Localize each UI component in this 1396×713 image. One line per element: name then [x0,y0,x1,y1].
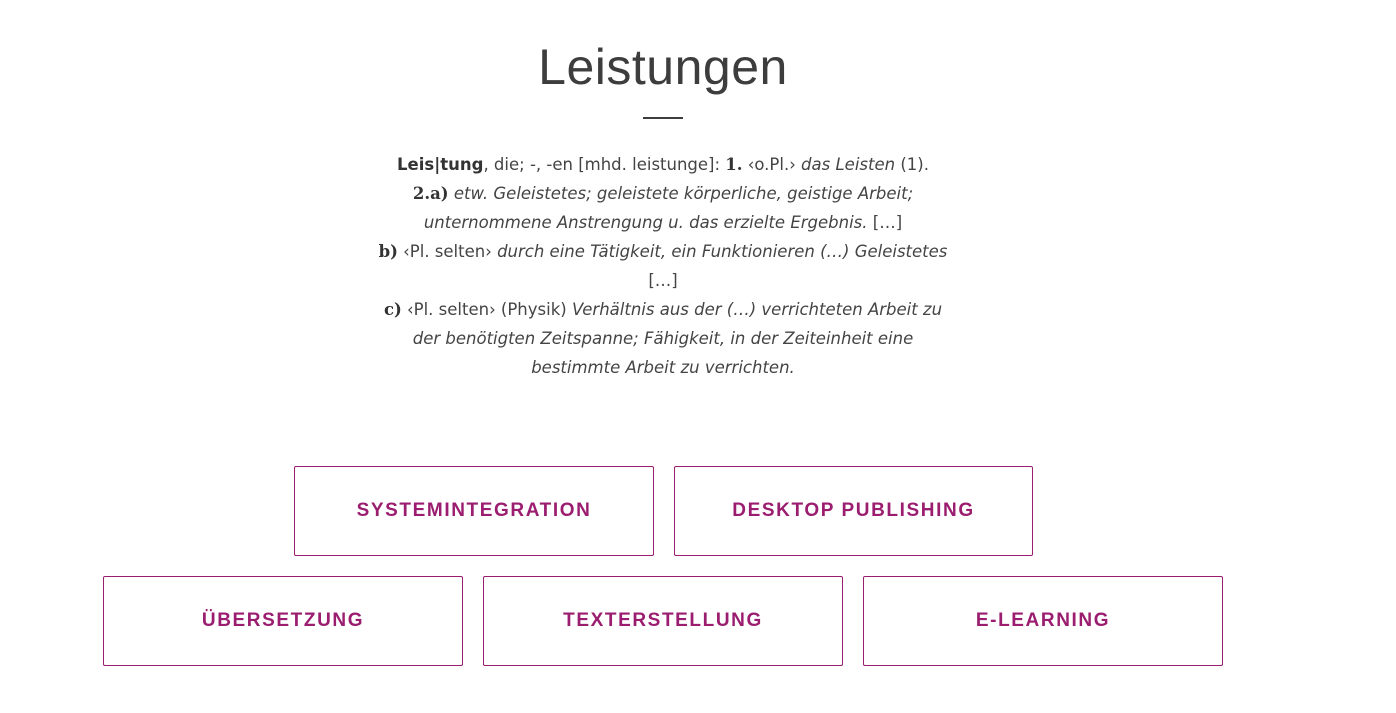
service-tile-label: ÜBERSETZUNG [201,610,365,631]
definition-line-6 [363,295,963,324]
definition-sense-1-ref: (1). [895,155,929,174]
service-tile-desktop-publishing[interactable] [674,466,1033,556]
definition-sense-2a-number: 2.a) [412,184,449,203]
definition-line-1 [363,150,963,179]
service-tile-label: E-LEARNING [975,610,1111,631]
title-divider [643,117,683,119]
definition-line-5 [363,266,963,295]
definition-sense-2c-text-cont: der benötigten Zeitspanne; Fähigkeit, in der Zeiteinheit eine [412,329,914,348]
page-title: Leistungen [538,39,788,95]
service-tile-systemintegration[interactable] [294,466,654,556]
definition-sense-2a-text: etw. Geleistetes; geleistete körperliche, geistige Arbeit; [448,184,914,203]
definition-sense-2b-number: b) [378,242,398,261]
definition-headword: Leis|tung [397,155,484,174]
dictionary-definition [363,150,963,382]
definition-sense-2b-label: ‹Pl. selten› [397,242,498,261]
definition-grammar: , die; -, -en [mhd. leistunge]: [483,155,726,174]
service-tile-uebersetzung[interactable] [103,576,463,666]
definition-sense-2c-text-end: bestimmte Arbeit zu verrichten. [531,358,795,377]
definition-sense-2a-text-cont: unternommene Anstrengung u. das erzielte Ergebnis. [423,213,868,232]
service-tile-texterstellung[interactable] [483,576,843,666]
definition-line-8 [363,353,963,382]
definition-line-4 [363,237,963,266]
definition-sense-2c-text: Verhältnis aus der (…) verrichteten Arbeit zu [571,300,943,319]
definition-line-7 [363,324,963,353]
service-tile-e-learning[interactable] [863,576,1223,666]
definition-sense-2c-label: ‹Pl. selten› (Physik) [401,300,572,319]
service-tile-label: TEXTERSTELLUNG [563,610,763,631]
definition-line-2 [363,179,963,208]
definition-ellipsis: […] [867,213,903,232]
definition-ellipsis: […] [648,271,678,290]
definition-sense-1-text: das Leisten [801,155,896,174]
definition-line-3 [363,208,963,237]
definition-sense-1-number: 1. [725,155,743,174]
definition-sense-2b-text: durch eine Tätigkeit, ein Funktionieren (…) Geleistetes [497,242,948,261]
service-tile-label: SYSTEMINTEGRATION [356,500,592,521]
definition-sense-1-label: ‹o.Pl.› [742,155,802,174]
definition-sense-2c-number: c) [383,300,402,319]
service-tile-label: DESKTOP PUBLISHING [732,500,975,521]
